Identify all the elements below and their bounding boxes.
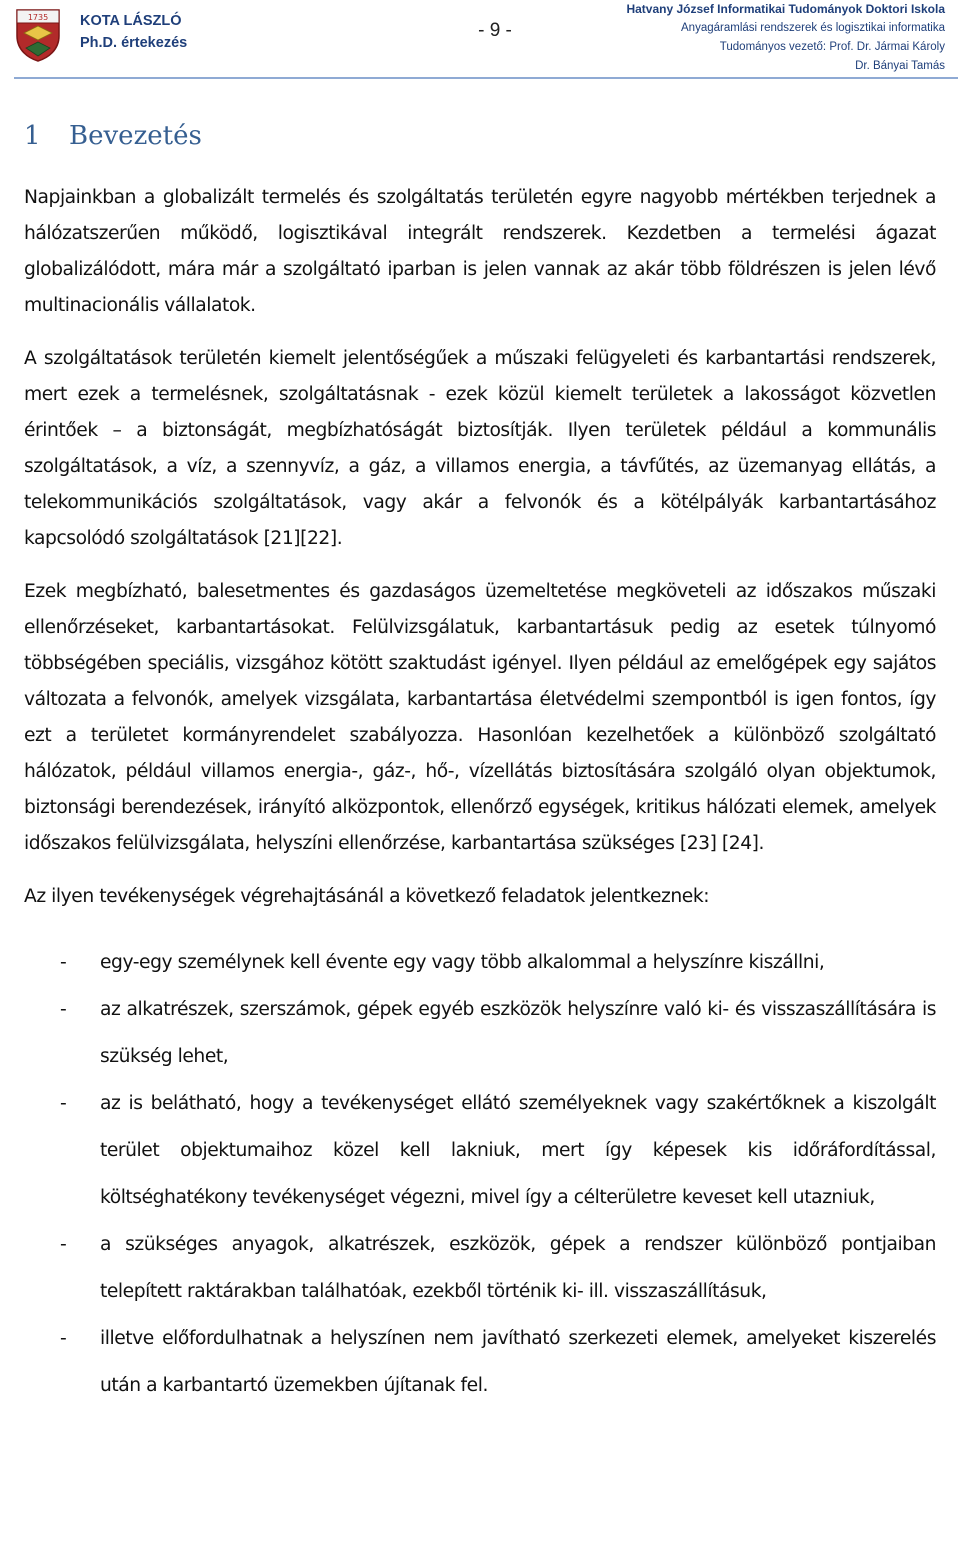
list-marker: - — [60, 1234, 67, 1255]
list-item — [24, 939, 936, 986]
list-item-text: egy-egy személynek kell évente egy vagy több alkalommal a helyszínre kiszállni, — [100, 952, 825, 973]
section-heading — [24, 116, 936, 156]
list-item — [24, 1080, 936, 1221]
list-item-text: illetve előfordulhatnak a helyszínen nem javítható szerkezeti elemek, amelyeket kiszerelés után a karbantartó üzemekben újítanak fel. — [100, 1328, 936, 1396]
list-marker: - — [60, 1328, 67, 1349]
header-institution — [626, 0, 945, 76]
thesis-type: Ph.D. értekezés — [80, 35, 188, 51]
paragraph-2: A szolgáltatások területén kiemelt jelentőségűek a műszaki felügyeleti és karbantartási rendszerek, mert ezek a termelésnek, szolgáltatásnak - ezek közül kiemelt területek a lakosságot közvetlen érintőek – a biztonságát, megbízhatóságát biztosítják. Ilyen területek például a kommunális szolgáltatások, a víz, a szennyvíz, a gáz, a villamos energia, a távfűtés, az üzemanyag ellátás, a telekommunikációs szolgáltatások, vagy akár a felvonók és a kötélpályák karbantartásához kapcsolódó szolgáltatások [21][22]. — [24, 348, 936, 549]
list-marker: - — [60, 1093, 67, 1114]
page-header — [0, 0, 960, 78]
supervisor: Tudományos vezető: Prof. Dr. Jármai Károly — [719, 41, 945, 53]
co-supervisor: Dr. Bányai Tamás — [855, 60, 945, 72]
paragraph-1: Napjainkban a globalizált termelés és szolgáltatás területén egyre nagyobb mértékben terjednek a hálózatszerűen működő, logisztikával integrált rendszerek. Kezdetben a termelési ágazat globalizálódott, mára már a szolgáltató iparban is jelen vannak az akár több földrészen is jelen lévő multinacionális vállalatok. — [24, 187, 936, 316]
list-item-text: az alkatrészek, szerszámok, gépek egyéb eszközök helyszínre való ki- és visszaszállítására is szükség lehet, — [100, 999, 936, 1067]
list-marker: - — [60, 999, 67, 1020]
list-item-text: a szükséges anyagok, alkatrészek, eszközök, gépek a rendszer különböző pontjaiban telepített raktárakban találhatóak, ezekből történik ki- ill. visszaszállításuk, — [100, 1234, 936, 1302]
section-title: Bevezetés — [69, 121, 202, 151]
page-body — [24, 116, 936, 1409]
task-list — [24, 939, 936, 1409]
crest-year: 1735 — [27, 13, 49, 22]
list-item — [24, 1221, 936, 1315]
list-item — [24, 986, 936, 1080]
header-divider — [14, 77, 958, 79]
list-item-text: az is belátható, hogy a tevékenységet ellátó személyeknek vagy szakértőknek a kiszolgált terület objektumaihoz közel kell lakniuk, mert így képesek kis időráfordítással, költséghatékony tevékenységet végezni, mivel így a célterületre keveset kell utazniuk, — [100, 1093, 936, 1208]
list-marker: - — [60, 952, 67, 973]
doctoral-school: Hatvany József Informatikai Tudományok Doktori Iskola — [626, 2, 945, 16]
paragraph-3: Ezek megbízható, balesetmentes és gazdaságos üzemeltetése megköveteli az időszakos műszaki ellenőrzéseket, karbantartásokat. Felülvizsgálatuk, karbantartásuk pedig az esetek túlnyomó többségében speciális, vizsgához kötött szaktudást igényel. Ilyen például az emelőgépek egy sajátos változata a felvonók, amelyek vizsgálata, karbantartása életvédelmi szempontból is igen fontos, így ezt a területet kormányrendelet szabályozza. Hasonlóan kezelhetőek a különböző szolgáltató hálózatok, például villamos energia-, gáz-, hő-, vízellátás biztosítására szolgáló olyan objektumok, biztonsági berendezések, irányító alközpontok, ellenőrző egységek, kritikus hálózati elemek, amelyek időszakos felülvizsgálata, helyszíni ellenőrzése, karbantartása szükséges [23] [24]. — [24, 581, 936, 854]
university-crest-icon — [14, 6, 62, 62]
program-name: Anyagáramlási rendszerek és logisztikai informatika — [681, 22, 945, 34]
paragraph-4: Az ilyen tevékenységek végrehajtásánál a következő feladatok jelentkeznek: — [24, 886, 710, 907]
section-number: 1 — [24, 121, 41, 151]
page-number: - 9 - — [478, 20, 512, 41]
author-block — [80, 10, 187, 54]
list-item — [24, 1315, 936, 1409]
author-name: KOTA LÁSZLÓ — [80, 13, 182, 29]
